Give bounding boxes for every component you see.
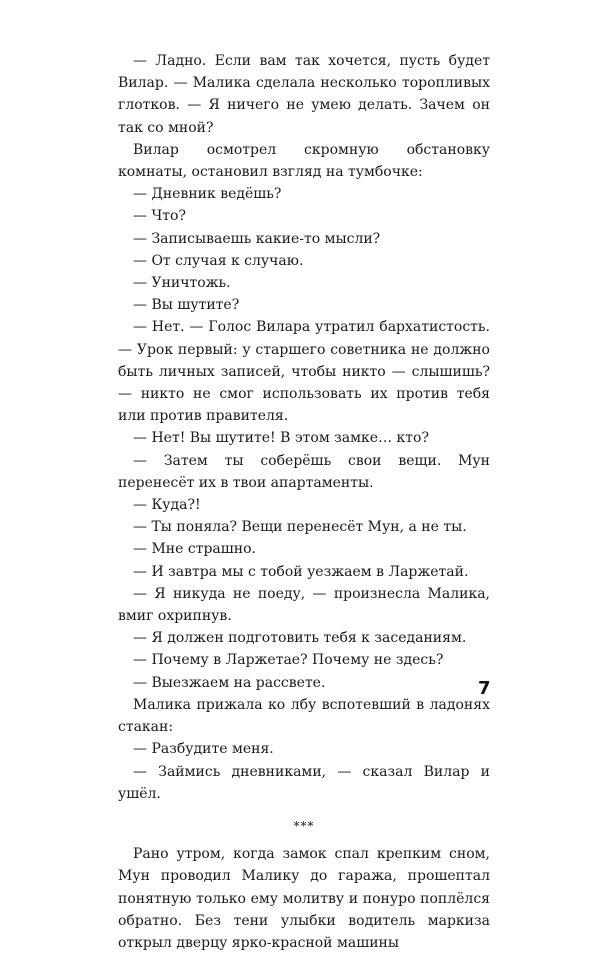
- paragraph: — Уничтожь.: [133, 275, 231, 292]
- paragraph: — Мне страшно.: [133, 541, 256, 558]
- paragraph: — Записываешь какие-то мысли?: [133, 230, 381, 247]
- paragraph: — От случая к случаю.: [133, 252, 304, 269]
- page-number: 7: [478, 678, 491, 699]
- section-separator: ***: [293, 818, 315, 833]
- paragraph: — Ладно. Если вам так хочется, пусть будет Вилар. — Малика сделала несколько торопливых глотков. — Я ничего не умею делать. Зачем он так со мной?: [118, 53, 490, 136]
- paragraph: — Дневник ведёшь?: [133, 186, 282, 203]
- paragraph: — Куда?!: [133, 497, 201, 514]
- paragraph: — Выезжаем на рассвете.: [133, 674, 326, 691]
- paragraph: — Займись дневниками, — сказал Вилар и ушёл.: [118, 763, 490, 802]
- paragraph: — Нет! Вы шутите! В этом замке… кто?: [133, 430, 429, 447]
- page-text: [118, 50, 490, 954]
- paragraph: — Разбудите меня.: [133, 741, 274, 758]
- paragraph: — Ты поняла? Вещи перенесёт Мун, а не ты.: [133, 519, 467, 536]
- paragraph: — Почему в Ларжетае? Почему не здесь?: [133, 652, 444, 669]
- paragraph: — Я никуда не поеду, — произнесла Малика, вмиг охрипнув.: [118, 585, 490, 625]
- paragraph: — Вы шутите?: [133, 297, 240, 314]
- paragraph: Вилар осмотрел скромную обстановку комнаты, остановил взгляд на тумбочке:: [118, 141, 490, 181]
- paragraph: — Что?: [133, 208, 186, 225]
- paragraph: Малика прижала ко лбу вспотевший в ладонях стакан:: [118, 696, 490, 736]
- paragraph: — И завтра мы с тобой уезжаем в Ларжетай.: [133, 563, 469, 580]
- paragraph: — Нет. — Голос Вилара утратил бархатистость. — Урок первый: у старшего советника не должно быть личных записей, чтобы никто — слышишь? — никто не смог использовать их против тебя или против правителя.: [118, 319, 490, 425]
- paragraph: — Я должен подготовить тебя к заседаниям.: [133, 630, 467, 647]
- paragraph: Рано утром, когда замок спал крепким сном, Мун проводил Малику до гаража, прошептал понятную только ему молитву и понуро поплёлся обратно. Без тени улыбки водитель маркиза открыл дверцу ярко-красной машины: [118, 846, 490, 951]
- paragraph: — Затем ты соберёшь свои вещи. Мун перенесёт их в твои апартаменты.: [118, 452, 490, 491]
